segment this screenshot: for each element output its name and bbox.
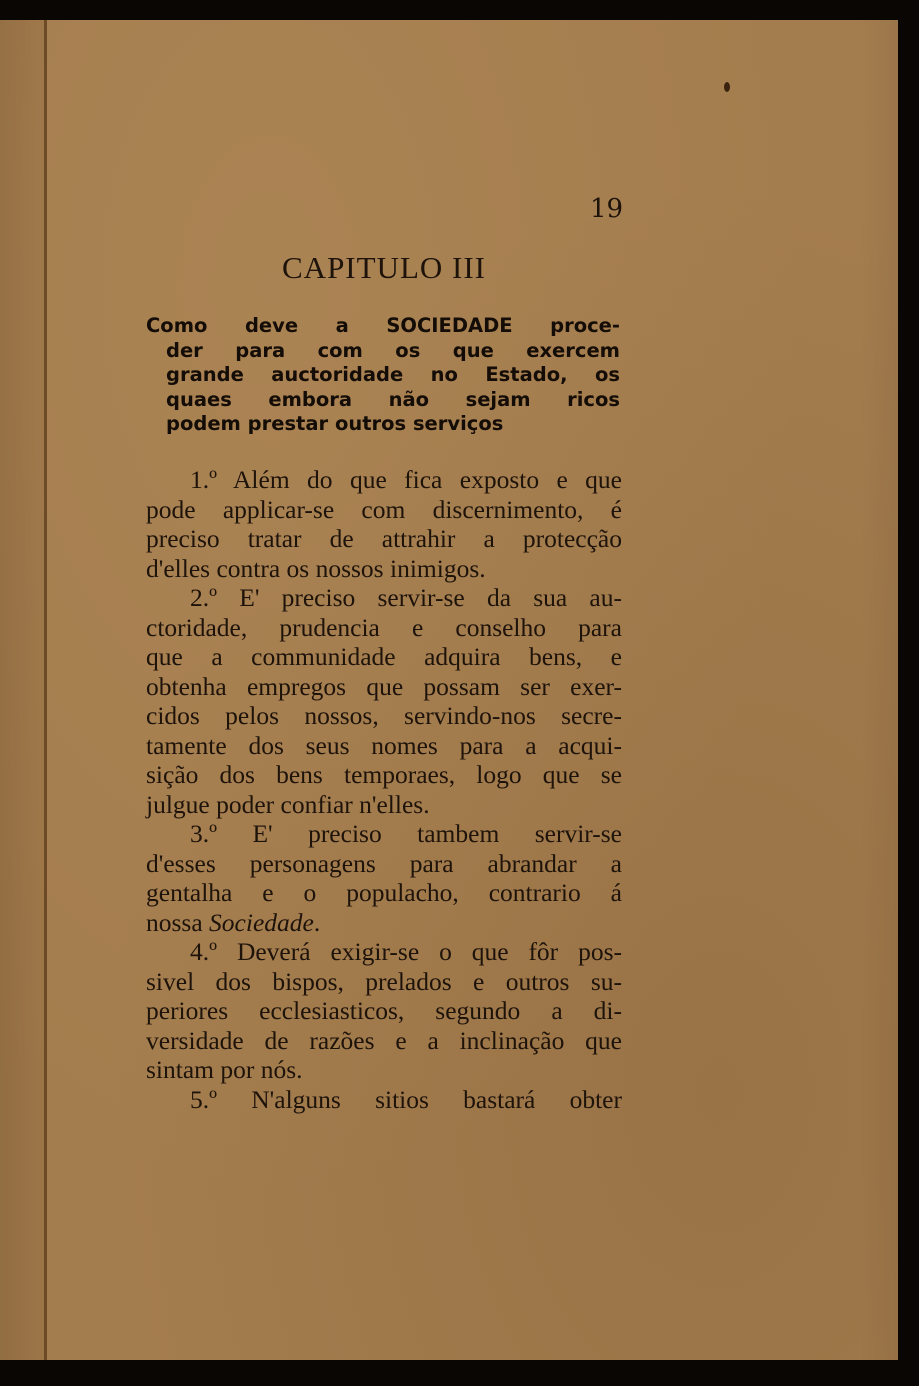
page-left-margin	[0, 20, 44, 1360]
paragraph-2-line: 2.º E' preciso servir-se da sua au-	[190, 583, 622, 612]
paragraph-4-line: sintam por nós.	[146, 1055, 303, 1084]
book-page	[0, 20, 898, 1360]
paragraph-4-line: versidade de razões e a inclinação que	[146, 1025, 622, 1055]
paragraph-3-line: d'esses personagens para abrandar a	[146, 848, 622, 878]
gutter-line	[44, 20, 47, 1360]
paragraph-1-line: 1.º Além do que fica exposto e que	[190, 465, 622, 494]
paragraph-1-line: d'elles contra os nossos inimigos.	[146, 553, 486, 583]
page-number: 19	[590, 194, 624, 224]
paragraph-3-text: nossa	[146, 907, 210, 937]
chapter-title: CAPITULO III	[282, 250, 486, 285]
subtitle-line: Como deve a SOCIEDADE proce-	[146, 314, 620, 337]
subtitle-line: quaes embora não sejam ricos	[166, 387, 620, 411]
paragraph-4-line: sivel dos bispos, prelados e outros su-	[146, 966, 622, 996]
paper-speck	[724, 82, 730, 92]
paragraph-5-line: 5.º N'alguns sitios bastará obter	[190, 1084, 622, 1114]
chapter-subtitle	[146, 314, 620, 437]
paragraph-4-line: periores ecclesiasticos, segundo a di-	[146, 996, 622, 1025]
subtitle-line: der para com os que exercem	[166, 338, 620, 362]
italic-society-word: Sociedade	[209, 907, 314, 937]
paragraph-2-line: que a communidade adquira bens, e	[146, 642, 622, 671]
paragraph-3-line: gentalha e o populacho, contrario á	[146, 878, 622, 907]
paragraph-1-line: pode applicar-se com discernimento, é	[146, 494, 622, 524]
paragraph-2-line: cidos pelos nossos, servindo-nos secre-	[146, 701, 622, 730]
paragraph-3-period: .	[313, 907, 321, 937]
paragraph-2-line: obtenha empregos que possam ser exer-	[146, 671, 622, 701]
paragraph-4-line: 4.º Deverá exigir-se o que fôr pos-	[190, 937, 622, 966]
paragraph-2-line: tamente dos seus nomes para a acqui-	[146, 730, 622, 760]
body-text	[146, 465, 622, 1114]
subtitle-line: podem prestar outros serviços	[166, 412, 504, 435]
paragraph-3-line	[146, 908, 622, 938]
paragraph-2-line: ctoridade, prudencia e conselho para	[146, 612, 622, 642]
subtitle-line: grande auctoridade no Estado, os	[166, 363, 620, 386]
paragraph-3-line: 3.º E' preciso tambem servir-se	[190, 819, 622, 848]
paragraph-1-line: preciso tratar de attrahir a protecção	[146, 524, 622, 553]
paragraph-2-line: sição dos bens temporaes, logo que se	[146, 760, 622, 789]
paragraph-2-line: julgue poder confiar n'elles.	[146, 789, 430, 819]
